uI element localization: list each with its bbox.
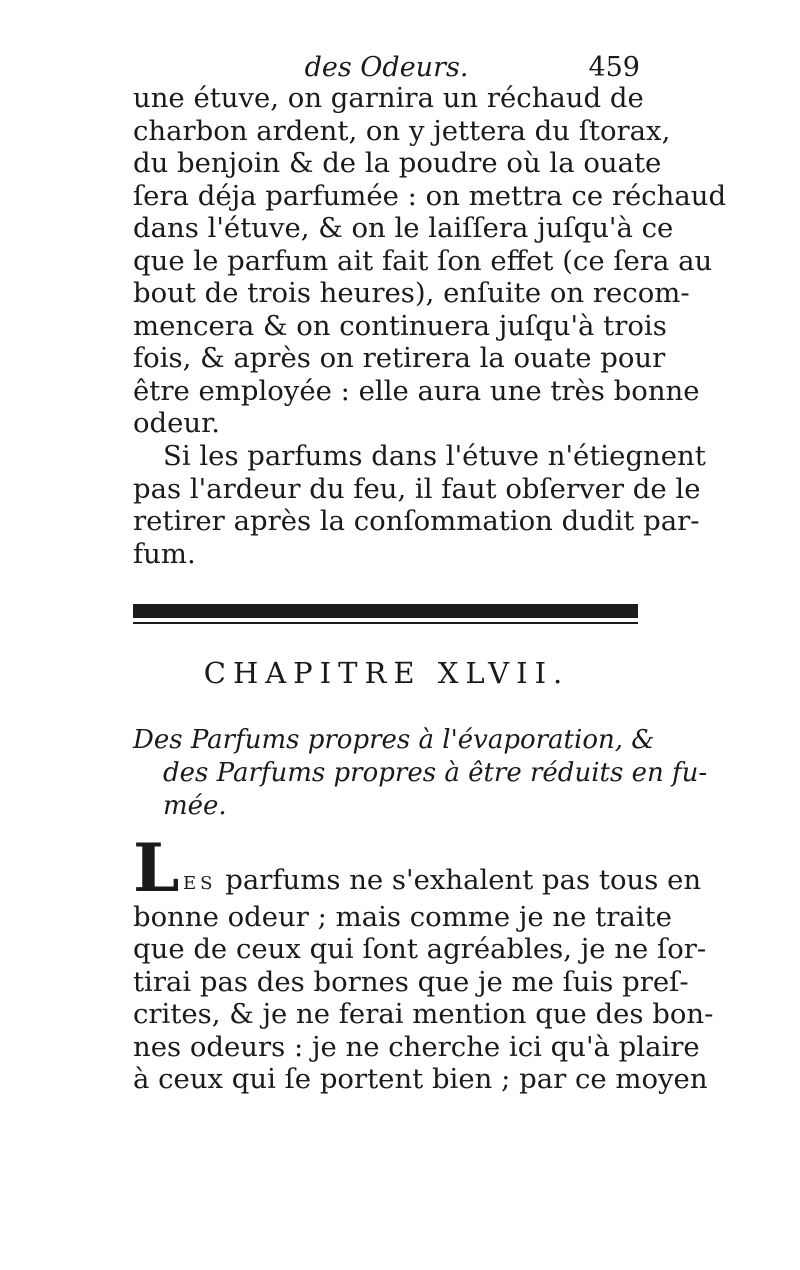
ornamental-rule-thin <box>133 622 638 624</box>
paragraph-1 <box>133 82 727 440</box>
text-line: odeur. <box>133 407 221 439</box>
text-line: du benjoin & de la poudre où la ouate <box>133 147 662 179</box>
text-line: Si les parfums dans l'étuve n'étiegnent <box>163 440 706 472</box>
paragraph-2 <box>133 440 706 570</box>
chapter-subtitle <box>133 724 708 823</box>
ornamental-rule-thick <box>133 604 638 618</box>
running-head: des Odeurs. <box>304 52 469 83</box>
subtitle-line: des Parfums propres à être réduits en fu- <box>163 758 708 788</box>
text-line: bout de trois heures), enſuite on recom- <box>133 277 690 309</box>
text-line: bonne odeur ; mais comme je ne traite <box>133 900 672 933</box>
text-line: nes odeurs : je ne cherche ici qu'à plaire <box>133 1030 700 1063</box>
subtitle-line: Des Parfums propres à l'évaporation, & <box>133 725 655 755</box>
chapter-title: CHAPITRE XLVII. <box>203 656 570 690</box>
first-line-text: parfums ne s'exhalent pas tous en <box>225 864 702 896</box>
text-line: une étuve, on garnira un réchaud de <box>133 82 644 114</box>
text-line: que de ceux qui ſont agréables, je ne ſor- <box>133 933 707 965</box>
text-line: être employée : elle aura une très bonne <box>133 374 700 407</box>
text-line: fois, & après on retirera la ouate pour <box>133 342 666 374</box>
subtitle-line: mée. <box>163 791 227 821</box>
text-line-first <box>133 864 702 901</box>
paragraph-3 <box>133 864 714 1096</box>
text-line: pas l'ardeur du feu, il faut obſerver de le <box>133 472 701 505</box>
text-line: crites, & je ne ferai mention que des bon- <box>133 998 714 1030</box>
text-line: que le parfum ait fait ſon effet (ce ſera au <box>133 244 713 277</box>
text-line: mencera & on continuera juſqu'à trois <box>133 309 667 342</box>
page-number: 459 <box>588 52 640 83</box>
small-caps: ES <box>183 873 217 894</box>
text-line: tirai pas des bornes que je me ſuis preſ- <box>133 965 689 998</box>
text-line: ſera déja parfumée : on mettra ce réchaud <box>133 179 727 212</box>
text-line: fum. <box>133 537 196 570</box>
text-line: dans l'étuve, & on le laiſſera juſqu'à ce <box>133 212 674 244</box>
text-line: charbon ardent, on y jettera du ſtorax, <box>133 114 671 147</box>
text-line: à ceux qui ſe portent bien ; par ce moyen <box>133 1063 708 1095</box>
drop-cap: L <box>133 829 180 907</box>
text-line: retirer après la conſommation dudit par- <box>133 505 700 537</box>
